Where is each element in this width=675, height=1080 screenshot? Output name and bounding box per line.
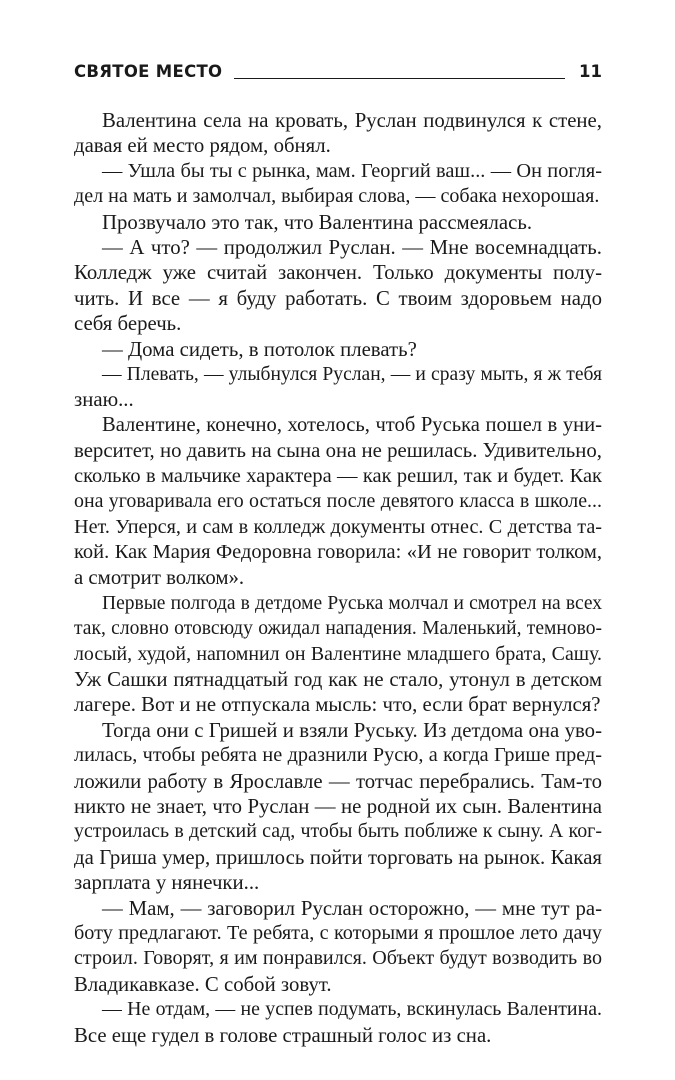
text-line: чить. И все — я буду работать. С твоим здоровьем надо bbox=[74, 286, 602, 310]
text-line: Нет. Уперся, и сам в колледж документы отнес. С детства та- bbox=[74, 515, 602, 538]
text-line: лагере. Вот и не отпускала мысль: что, если брат вернулся? bbox=[74, 693, 601, 717]
text-line: себя беречь. bbox=[74, 312, 182, 336]
text-line: зарплата у нянечки... bbox=[74, 871, 260, 895]
text-line: так, словно отовсюду ожидал нападения. Маленький, темново- bbox=[74, 618, 602, 640]
text-line: никто не знает, что Руслан — не родной их сын. Валентина bbox=[74, 794, 602, 818]
running-header bbox=[74, 52, 602, 82]
text-line: — Не отдам, — не успев подумать, вскинулась Валентина. bbox=[102, 998, 602, 1021]
text-line: дел на мать и замолчал, выбирая слова, — собака нехорошая. bbox=[74, 185, 600, 208]
chapter-title: СВЯТОЕ МЕСТО bbox=[74, 61, 223, 81]
text-line: — Плевать, — улыбнулся Руслан, — и сразу мыть, я ж тебя bbox=[102, 364, 602, 386]
text-line: лосый, худой, напомнил он Валентине младшего брата, Сашу. bbox=[74, 642, 602, 665]
text-line: Прозвучало это так, что Валентина рассмеялась. bbox=[102, 210, 533, 234]
text-line: строил. Говорят, я им понравился. Объект будут возводить во bbox=[74, 947, 602, 970]
text-line: — Мам, — заговорил Руслан осторожно, — мне тут ра- bbox=[102, 896, 602, 920]
book-page bbox=[74, 52, 602, 1048]
text-line: Колледж уже считай закончен. Только документы полу- bbox=[74, 261, 602, 285]
text-line: Владикавказе. С собой зовут. bbox=[74, 972, 332, 996]
text-line: Уж Сашки пятнадцатый год как не стало, утонул в детском bbox=[74, 667, 602, 691]
text-line: Валентине, конечно, хотелось, чтоб Руська пошел в уни- bbox=[102, 413, 602, 436]
text-line: а смотрит волком». bbox=[74, 566, 245, 590]
text-line: устроилась в детский сад, чтобы быть поближе к сыну. А ког- bbox=[74, 820, 602, 843]
text-line: — Ушла бы ты с рынка, мам. Георгий ваш... — Он погля- bbox=[102, 159, 602, 182]
text-line: — А что? — продолжил Руслан. — Мне восемнадцать. bbox=[102, 236, 602, 260]
page-number: 11 bbox=[579, 61, 602, 81]
body-text bbox=[74, 108, 602, 1048]
text-line: Все еще гудел в голове страшный голос из сна. bbox=[74, 1023, 492, 1047]
text-line: Валентина села на кровать, Руслан подвинулся к стене, bbox=[102, 109, 602, 132]
text-line: знаю... bbox=[74, 388, 134, 412]
text-line: верситет, но давить на сына она не решилась. Удивительно, bbox=[74, 439, 602, 463]
text-line: кой. Как Мария Федоровна говорила: «И не говорит толком, bbox=[74, 540, 602, 563]
text-line: она уговаривала его остаться после девятого класса в школе... bbox=[74, 490, 602, 513]
text-line: Первые полгода в детдоме Руська молчал и смотрел на всех bbox=[102, 592, 602, 614]
text-line: сколько в мальчике характера — как решил, так и будет. Как bbox=[74, 464, 602, 487]
text-line: Тогда они с Гришей и взяли Руську. Из детдома она уво- bbox=[102, 718, 602, 742]
text-line: ложили работу в Ярославле — тотчас перебрались. Там-то bbox=[74, 769, 602, 793]
text-line: боту предлагают. Те ребята, с которыми я прошлое лето дачу bbox=[74, 922, 602, 944]
header-rule bbox=[234, 78, 565, 79]
text-line: — Дома сидеть, в потолок плевать? bbox=[102, 337, 417, 361]
text-line: давая ей место рядом, обнял. bbox=[74, 134, 331, 158]
text-line: лилась, чтобы ребята не дразнили Русю, а когда Грише пред- bbox=[74, 744, 602, 767]
text-line: да Гриша умер, пришлось пойти торговать на рынок. Какая bbox=[74, 845, 602, 869]
